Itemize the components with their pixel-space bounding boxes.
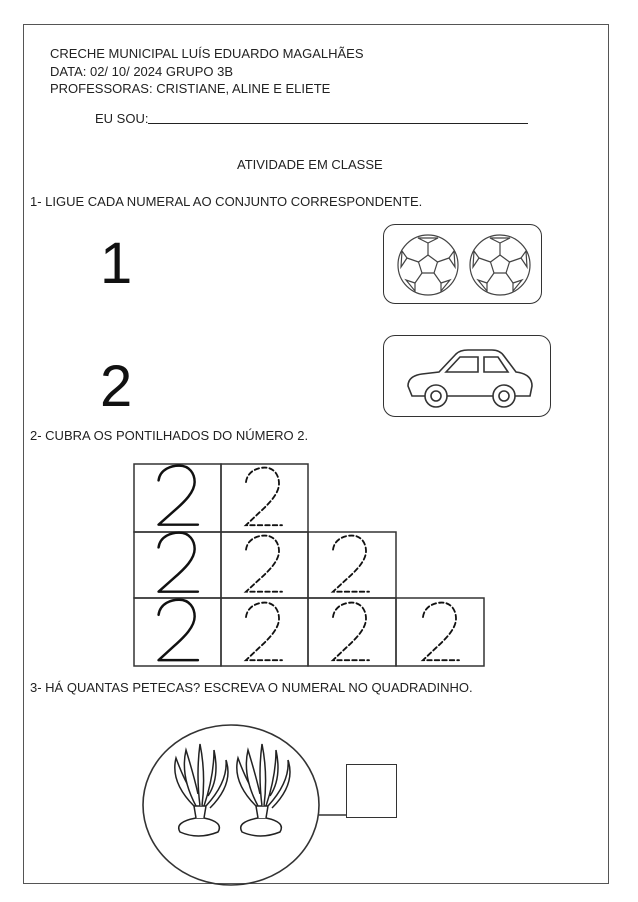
- school-name: CRECHE MUNICIPAL LUÍS EDUARDO MAGALHÃES: [50, 46, 364, 61]
- soccer-ball-icon: [384, 225, 543, 305]
- dotted-digit-two: [246, 468, 459, 661]
- teachers: PROFESSORAS: CRISTIANE, ALINE E ELIETE: [50, 81, 331, 96]
- model-digit-two: [159, 466, 198, 661]
- answer-box[interactable]: [346, 764, 397, 818]
- question-3-text: 3- HÁ QUANTAS PETECAS? ESCREVA O NUMERAL NO QUADRADINHO.: [30, 680, 473, 695]
- question-2-text: 2- CUBRA OS PONTILHADOS DO NÚMERO 2.: [30, 428, 309, 443]
- set-soccer-balls[interactable]: [383, 224, 542, 304]
- set-car[interactable]: [383, 335, 551, 417]
- i-am-label: EU SOU:: [95, 111, 149, 126]
- activity-title: ATIVIDADE EM CLASSE: [237, 157, 383, 172]
- name-write-line[interactable]: [148, 122, 528, 124]
- numeral-one[interactable]: 1: [100, 231, 133, 296]
- question-1-text: 1- LIGUE CADA NUMERAL AO CONJUNTO CORRESPONDENTE.: [30, 194, 423, 209]
- shuttlecock-icon: [175, 744, 290, 836]
- tracing-grid[interactable]: [130, 460, 490, 670]
- numeral-two[interactable]: 2: [100, 354, 133, 419]
- date-group: DATA: 02/ 10/ 2024 GRUPO 3B: [50, 64, 234, 79]
- car-icon: [384, 336, 552, 418]
